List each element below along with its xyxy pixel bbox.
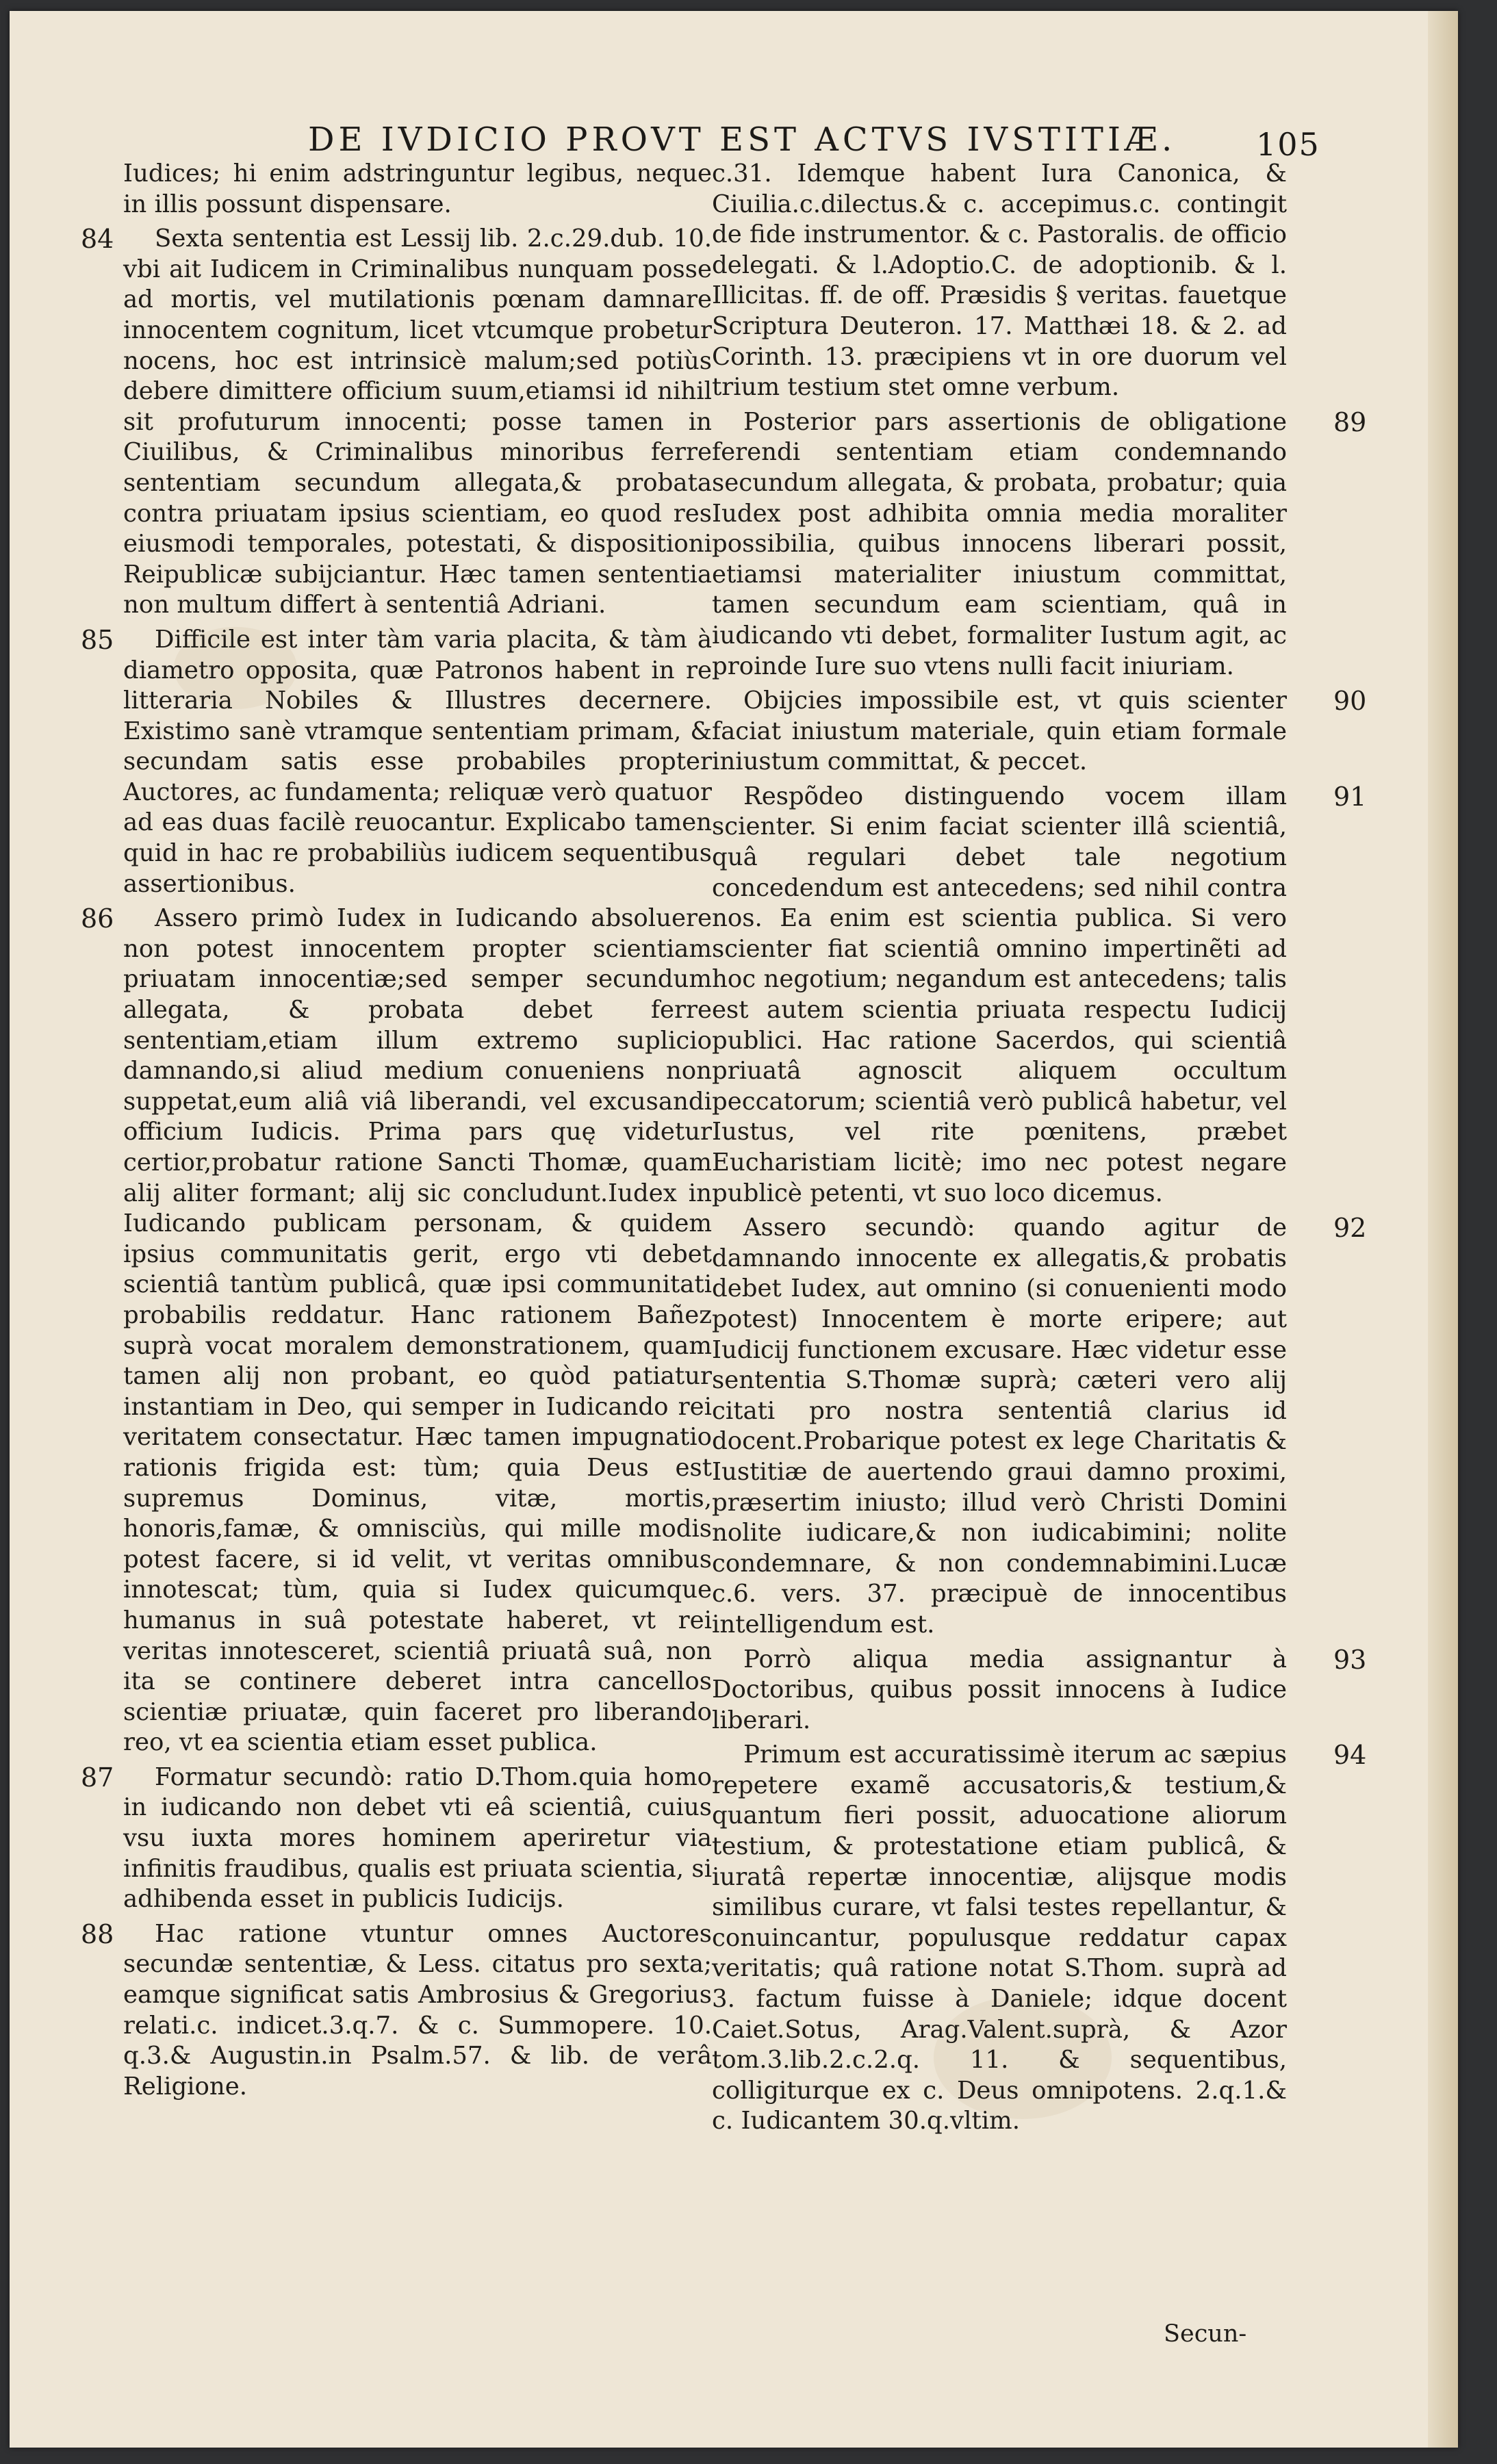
marginal-number: 87 (81, 1762, 114, 1793)
catchword: Secun- (1164, 2320, 1247, 2348)
paragraph-text: Hac ratione vtuntur omnes Auctores secundæ sententiæ, & Less. citatus pro sexta; eamque significat satis Ambrosius & Gregorius relati.c. indicet.3.q.7. & c. Summopere. 10. q.3.& Augustin.in Psalm.57. & lib. de verâ Religione. (123, 1919, 712, 2101)
marginal-number: 85 (81, 624, 114, 655)
paragraph (712, 686, 1367, 778)
paragraph-text: Sexta sententia est Lessij lib. 2.c.29.dub. 10. vbi ait Iudicem in Criminalibus nunquam posse ad mortis, vel mutilationis pœnam damnare innocentem cognitum, licet vtcumque probetur nocens, hoc est intrinsicè malum;sed potiùs debere dimittere officium suum,etiamsi id nihil sit profuturum innocenti; posse tamen in Ciuilibus, & Criminalibus minoribus ferre sententiam secundum allegata,& probata contra priuatam ipsius scientiam, eo quod res eiusmodi temporales, potestati, & dispositioni Reipublicæ subijciantur. Hæc tamen sententia non multum differt à sententiâ Adriani. (123, 224, 712, 619)
paragraph-text: Obijcies impossibile est, vt quis scienter faciat iniustum materiale, quin etiam formale iniustum committat, & peccet. (712, 686, 1287, 776)
paragraph (81, 1918, 712, 2103)
paragraph (81, 624, 712, 899)
right-column (712, 159, 1367, 2141)
paragraph-text: Primum est accuratissimè iterum ac sæpius repetere examẽ accusatoris,& testium,& quantum fieri possit, aduocatione aliorum testium, & protestatione etiam publicâ, & iuratâ repertæ innocentiæ, alijsque modis similibus curare, vt falsi testes repellantur, & conuincantur, populusque reddatur capax veritatis; quâ ratione notat S.Thom. suprà ad 3. factum fuisse à Daniele; idque docent Caiet.Sotus, Arag.Valent.suprà, & Azor tom.3.lib.2.c.2.q. 11. & sequentibus, colligiturque ex c. Deus omnipotens. 2.q.1.& c. Iudicantem 30.q.vltim. (712, 1741, 1287, 2135)
marginal-number: 93 (1333, 1644, 1367, 1675)
marginal-number: 92 (1333, 1213, 1367, 1244)
marginal-number: 91 (1333, 781, 1367, 812)
paragraph-text: Iudices; hi enim adstringuntur legibus, neque in illis possunt dispensare. (123, 159, 712, 218)
paragraph-text: c.31. Idemque habent Iura Canonica, & Ciuilia.c.dilectus.& c. accepimus.c. contingit de fide instrumentor. & c. Pastoralis. de officio delegati. & l.Adoptio.C. de adoptionib. & l. Illicitas. ff. de off. Præsidis § veritas. fauetque Scriptura Deuteron. 17. Matthæi 18. & 2. ad Corinth. 13. præcipiens vt in ore duorum vel trium testium stet omne verbum. (712, 159, 1287, 402)
paragraph (81, 903, 712, 1758)
left-column (81, 159, 712, 2106)
paragraph-text: Posterior pars assertionis de obligatione ferendi sententiam etiam condemnando secundum allegata, & probata, probatur; quia Iudex post adhibita omnia media moraliter possibilia, quibus innocens liberari possit, etiamsi materialiter iniustum committat, tamen secundum eam scientiam, quâ in iudicando vti debet, formaliter Iustum agit, ac proinde Iure suo vtens nulli facit iniuriam. (712, 407, 1287, 680)
paragraph (123, 159, 712, 220)
paragraph-text: Formatur secundò: ratio D.Thom.quia homo in iudicando non debet vti eâ scientiâ, cuius vsu iuxta mores hominem aperiretur via infinitis fraudibus, qualis est priuata scientia, si adhibenda esset in publicis Iudicijs. (123, 1762, 712, 1914)
paragraph (712, 407, 1367, 682)
paragraph (81, 224, 712, 621)
marginal-number: 89 (1333, 407, 1367, 437)
page-edge (1428, 11, 1458, 2448)
page-number: 105 (1256, 126, 1320, 163)
paragraph-text: Respõdeo distinguendo vocem illam scienter. Si enim faciat scienter illâ scientiâ, quâ regulari debet tale negotium concedendum est antecedens; sed nihil contra nos. Ea enim est scientia publica. Si vero scienter fiat scientiâ omnino impertinẽti ad hoc negotium; negandum est antecedens; talis est autem scientia priuata respectu Iudicij publici. Hac ratione Sacerdos, qui scientiâ priuatâ agnoscit aliquem occultum peccatorum; scientiâ verò publicâ habetur, vel Iustus, vel rite pœnitens, præbet Eucharistiam licitè; imo nec potest negare publicè petenti, vt suo loco dicemus. (712, 782, 1287, 1207)
paragraph (712, 1740, 1367, 2137)
paragraph (712, 1213, 1367, 1640)
paragraph (81, 1762, 712, 1915)
marginal-number: 86 (81, 903, 114, 934)
marginal-number: 88 (81, 1918, 114, 1949)
paragraph-text: Assero secundò: quando agitur de damnando innocente ex allegatis,& probatis debet Iudex, aut omnino (si conuenienti modo potest) Innocentem è morte eripere; aut Iudicij functionem excusare. Hæc videtur esse sententia S.Thomæ suprà; cæteri vero alij citati pro nostra sententiâ clarius id docent.Probarique potest ex lege Charitatis & Iustitiæ de auertendo graui damno proximi, præsertim iniusto; illud verò Christi Domini nolite iudicare,& non iudicabimini; nolite condemnare, & non condemnabimini.Lucæ c.6. vers. 37. præcipuè de innocentibus intelligendum est. (712, 1214, 1287, 1639)
paragraph-text: Assero primò Iudex in Iudicando absoluere non potest innocentem propter scientiam priuatam innocentiæ;sed semper secundum allegata, & probata debet ferre sententiam,etiam illum extremo suplicio damnando,si aliud medium conueniens non suppetat,eum aliâ viâ liberandi, vel excusandi officium Iudicis. Prima pars quę videtur certior,probatur ratione Sancti Thomæ, quam alij aliter formant; alij sic concludunt.Iudex in Iudicando publicam personam, & quidem ipsius communitatis gerit, ergo vti debet scientiâ tantùm publicâ, quæ ipsi communitati probabilis reddatur. Hanc rationem Bañez suprà vocat moralem demonstrationem, quam tamen alij non probant, eo quòd patiatur instantiam in Deo, qui semper in Iudicando rei veritatem consectatur. Hæc tamen impugnatio rationis frigida est: tùm; quia Deus est supremus Dominus, vitæ, mortis, honoris,famæ, & omnisciùs, qui mille modis potest facere, si id velit, vt veritas omnibus innotescat; tùm, quia si Iudex quicumque humanus in suâ potestate haberet, vt rei veritas innotesceret, scientiâ priuatâ suâ, non ita se continere deberet intra cancellos scientiæ priuatæ, quin faceret pro liberando reo, vt ea scientia etiam esset publica. (123, 904, 712, 1757)
running-head-title: DE IVDICIO PROVT EST ACTVS IVSTITIÆ. (308, 120, 1177, 159)
marginal-number: 94 (1333, 1740, 1367, 1771)
paragraph (712, 1644, 1367, 1736)
paragraph (712, 159, 1287, 403)
paragraph-text: Difficile est inter tàm varia placita, & tàm à diametro opposita, quæ Patronos habent in re litteraria Nobiles & Illustres decernere. Existimo sanè vtramque sententiam primam, & secundam satis esse probabiles propter Auctores, ac fundamenta; reliquæ verò quatuor ad eas duas facilè reuocantur. Explicabo tamen quid in hac re probabiliùs iudicem sequentibus assertionibus. (123, 625, 712, 898)
marginal-number: 84 (81, 224, 114, 255)
marginal-number: 90 (1333, 686, 1367, 717)
paragraph (712, 781, 1367, 1209)
paragraph-text: Porrò aliqua media assignantur à Doctoribus, quibus possit innocens à Iudice liberari. (712, 1645, 1287, 1734)
